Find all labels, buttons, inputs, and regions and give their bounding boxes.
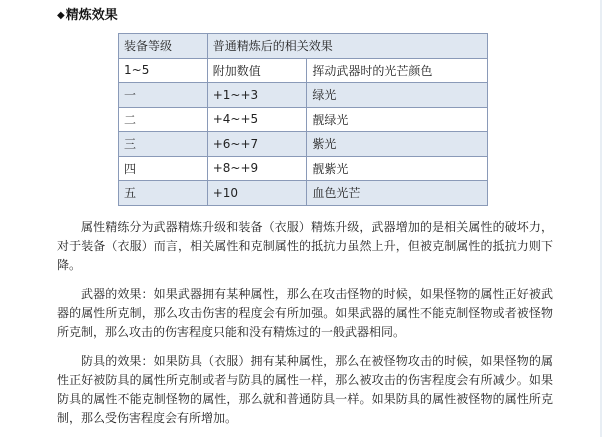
table-cell: 1~5: [119, 58, 208, 83]
table-cell: 四: [119, 156, 208, 181]
paragraph-intro: 属性精练分为武器精炼升级和装备（衣服）精炼升级，武器增加的是相关属性的破坏力，对于装备（衣服）而言，相关属性和克制属性的抵抗力虽然上升，但被克制属性的抵抗力则下降。: [57, 220, 553, 272]
paragraph-weapon-effect: 武器的效果：如果武器拥有某种属性，那么在攻击怪物的时候，如果怪物的属性正好被武器的属性所克制，那么攻击伤害的程度会有所加强。如果武器的属性不能克制怪物或者被怪物所克制，那么攻击的伤害程度只能和没有精炼过的一般武器相同。: [57, 287, 553, 339]
table-cell: 靓紫光: [307, 156, 488, 181]
table-row: [119, 156, 488, 181]
table-row: [119, 181, 488, 206]
table-cell: 绿光: [307, 83, 488, 108]
table-header-row: [119, 34, 488, 59]
section-title-text: 精炼效果: [65, 8, 118, 23]
table-cell: 三: [119, 132, 208, 157]
table-cell: +4~+5: [207, 107, 307, 132]
table-row: [119, 132, 488, 157]
section-heading: [57, 4, 118, 23]
table-cell: +8~+9: [207, 156, 307, 181]
table-cell: 五: [119, 181, 208, 206]
table-cell: 普通精炼后的相关效果: [207, 34, 487, 59]
table-row: [119, 83, 488, 108]
table-cell: 紫光: [307, 132, 488, 157]
table-cell: 一: [119, 83, 208, 108]
table-cell: +6~+7: [207, 132, 307, 157]
table-row: [119, 58, 488, 83]
table-cell: 装备等级: [119, 34, 208, 59]
table-cell: 血色光芒: [307, 181, 488, 206]
table-cell: +10: [207, 181, 307, 206]
paragraph-armor-effect: 防具的效果：如果防具（衣服）拥有某种属性，那么在被怪物攻击的时候，如果怪物的属性正好被防具的属性所克制或者与防具的属性一样，那么被攻击的伤害程度会有所减少。如果防具的属性不能克制怪物的属性，那么就和普通防具一样。如果防具的属性被怪物的属性所克制，那么受伤害程度会有所增加。: [57, 354, 553, 425]
table-cell: 靓绿光: [307, 107, 488, 132]
table-cell: +1~+3: [207, 83, 307, 108]
table-cell: 挥动武器时的光芒颜色: [307, 58, 488, 83]
diamond-bullet-icon: ◆: [57, 10, 65, 21]
table-cell: 附加数值: [207, 58, 307, 83]
table-row: [119, 107, 488, 132]
refine-effects-table: [118, 33, 488, 206]
table-cell: 二: [119, 107, 208, 132]
